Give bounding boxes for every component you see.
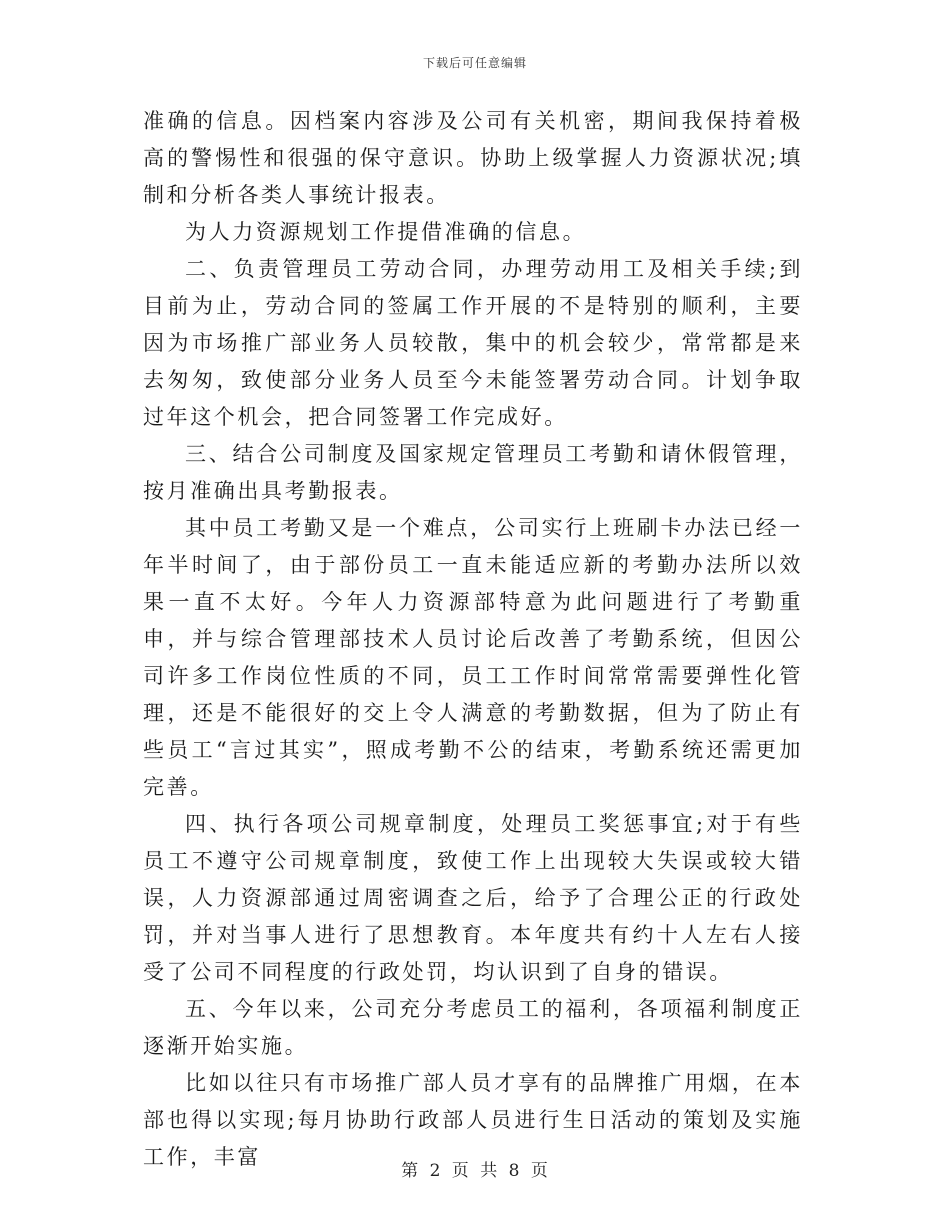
paragraph: 其中员工考勤又是一个难点，公司实行上班刷卡办法已经一年半时间了，由于部份员工一直未能适应新的考勤办法所以效果一直不太好。今年人力资源部特意为此问题进行了考勤重申，并与综合管理部技术人员讨论后改善了考勤系统，但因公司许多工作岗位性质的不同，员工工作时间常常需要弹性化管理，还是不能很好的交上令人满意的考勤数据，但为了防止有些员工“言过其实”，照成考勤不公的结束，考勤系统还需更加完善。 <box>143 516 803 799</box>
paragraph: 为人力资源规划工作提借准确的信息。 <box>185 220 587 244</box>
paragraph: 四、执行各项公司规章制度，处理员工奖惩事宜;对于有些员工不遵守公司规章制度，致使工作上出现较大失误或较大错误，人力资源部通过周密调查之后，给予了合理公正的行政处罚，并对当事人进行了思想教育。本年度共有约十人左右人接受了公司不同程度的行政处罚，均认识到了自身的错误。 <box>143 812 803 984</box>
page-number-footer: 第 2 页 共 8 页 <box>401 1161 549 1181</box>
paragraph: 二、负责管理员工劳动合同，办理劳动用工及相关手续;到目前为止，劳动合同的签属工作开展的不是特别的顺利，主要因为市场推广部业务人员较散，集中的机会较少，常常都是来去匆匆，致使部分业务人员至今未能签署劳动合同。计划争取过年这个机会，把合同签署工作完成好。 <box>143 257 803 429</box>
paragraph: 五、今年以来，公司充分考虑员工的福利，各项福利制度正逐渐开始实施。 <box>143 997 803 1058</box>
document-body <box>143 103 803 1176</box>
page-header: 下载后可任意编辑 <box>422 56 527 70</box>
paragraph: 比如以往只有市场推广部人员才享有的品牌推广用烟，在本部也得以实现;每月协助行政部人员进行生日活动的策划及实施工作，丰富 <box>143 1071 803 1169</box>
paragraph: 三、结合公司制度及国家规定管理员工考勤和请休假管理，按月准确出具考勤报表。 <box>143 442 803 503</box>
paragraph-continuation: 准确的信息。因档案内容涉及公司有关机密，期间我保持着极高的警惕性和很强的保守意识。协助上级掌握人力资源状况;填制和分析各类人事统计报表。 <box>143 109 803 207</box>
